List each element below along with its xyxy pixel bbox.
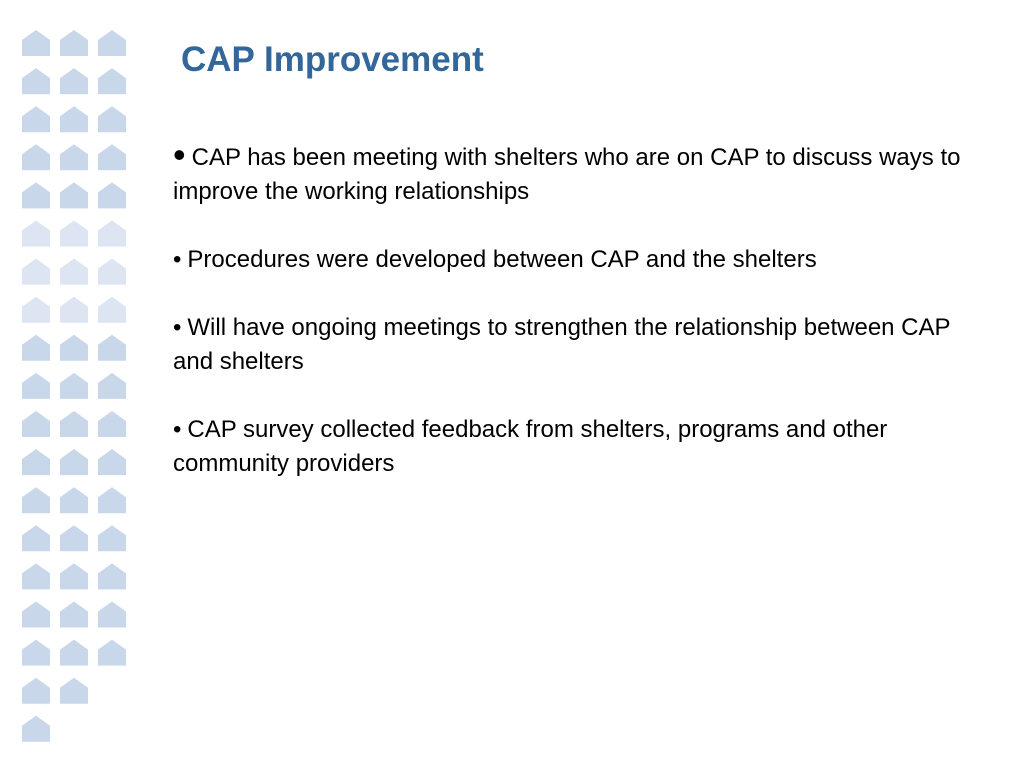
house-icon (22, 30, 50, 56)
house-icon (60, 640, 88, 666)
house-icon (98, 335, 126, 361)
house-icon (22, 525, 50, 551)
house-icon (60, 221, 88, 247)
house-icon (60, 678, 88, 704)
house-icon (22, 640, 50, 666)
house-icon (22, 221, 50, 247)
bullet-item (173, 413, 973, 481)
house-icon (98, 221, 126, 247)
bullet-text: CAP has been meeting with shelters who are on CAP to discuss ways to improve the working relationships (173, 144, 961, 205)
house-icon (22, 144, 50, 170)
house-icon (22, 297, 50, 323)
house-icon (60, 335, 88, 361)
house-icon (60, 68, 88, 94)
house-icon (22, 602, 50, 628)
house-icon (60, 106, 88, 132)
house-icon (22, 411, 50, 437)
bullet-icon: • (173, 314, 182, 341)
house-icon (22, 68, 50, 94)
house-icon (22, 678, 50, 704)
house-icon (22, 449, 50, 475)
house-icon (98, 525, 126, 551)
house-icon (98, 106, 126, 132)
house-icon (98, 259, 126, 285)
bullet-icon: • (173, 416, 182, 443)
house-icon (60, 449, 88, 475)
house-icon (60, 602, 88, 628)
house-icon (60, 487, 88, 513)
house-icon (22, 563, 50, 589)
house-icon (60, 259, 88, 285)
bullet-item (173, 243, 973, 277)
house-icon (60, 373, 88, 399)
bullet-text: Will have ongoing meetings to strengthen the relationship between CAP and shelters (173, 314, 951, 375)
house-icon (22, 106, 50, 132)
house-icon (60, 563, 88, 589)
house-icon (22, 487, 50, 513)
house-icon (98, 30, 126, 56)
house-icon (98, 449, 126, 475)
house-icon (98, 297, 126, 323)
house-icon (98, 144, 126, 170)
bullet-item (173, 136, 973, 209)
house-icon (98, 487, 126, 513)
house-icon (60, 144, 88, 170)
house-icon (98, 640, 126, 666)
house-icon (60, 525, 88, 551)
house-icon (60, 182, 88, 208)
house-icon (98, 563, 126, 589)
house-icon (22, 716, 50, 742)
bullet-icon: • (173, 246, 182, 273)
bullet-item (173, 311, 973, 379)
bullet-text: CAP survey collected feedback from shelters, programs and other community providers (173, 416, 888, 477)
house-pattern (0, 0, 140, 768)
house-icon (98, 373, 126, 399)
house-icon (98, 411, 126, 437)
slide-title: CAP Improvement (181, 40, 484, 79)
house-icon (98, 602, 126, 628)
house-icon (22, 259, 50, 285)
house-icon (98, 182, 126, 208)
house-icon (60, 411, 88, 437)
bullet-text: Procedures were developed between CAP and the shelters (187, 246, 817, 273)
house-icon (98, 68, 126, 94)
bullet-icon: • (173, 134, 186, 175)
house-icon (22, 335, 50, 361)
house-pattern-column (0, 0, 140, 768)
bullet-list (173, 136, 973, 515)
house-icon (22, 373, 50, 399)
house-icon (60, 297, 88, 323)
house-icon (60, 30, 88, 56)
house-icon (22, 182, 50, 208)
